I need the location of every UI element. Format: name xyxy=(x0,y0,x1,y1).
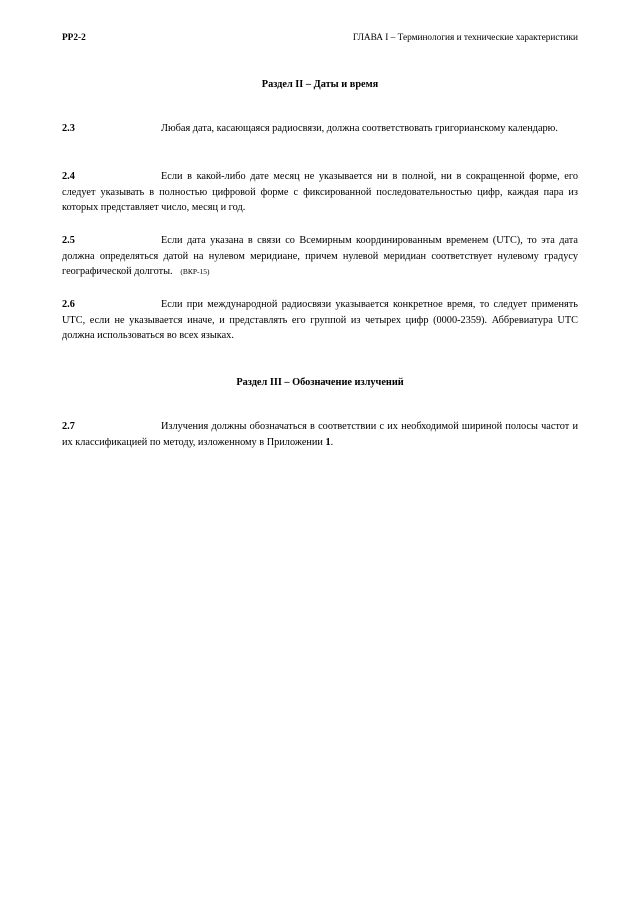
paragraph-number: 2.3 xyxy=(62,123,75,134)
document-code: РР2-2 xyxy=(62,33,86,43)
paragraph-end: . xyxy=(330,436,334,448)
paragraph-text: Излучения должны обозначаться в соответствии с их необходимой шириной полосы частот и их классификацией по методу, изложенному в Приложении xyxy=(62,421,578,448)
paragraph-2-6 xyxy=(62,297,578,344)
chapter-title: ГЛАВА I – Терминология и технические характеристики xyxy=(352,33,578,43)
paragraph-text: Если при международной радиосвязи указывается конкретное время, то следует применять UTC, если не указывается иначе, и представлять его группой из четырех цифр (0000-2359). Аббревиатура UTC должна использоваться во всех языках. xyxy=(62,299,578,341)
section-iii-title: Раздел III – Обозначение излучений xyxy=(236,377,404,388)
section-ii-title: Раздел II – Даты и время xyxy=(261,79,379,90)
paragraph-number: 2.4 xyxy=(62,171,75,182)
paragraph-2-4 xyxy=(62,169,578,216)
paragraph-text: Если в какой-либо дате месяц не указывается ни в полной, ни в сокращенной форме, его следует указывать в полностью цифровой форме с фиксированной последовательностью цифр, каждая пара из которых представляет число, месяц и год. xyxy=(62,171,578,213)
paragraph-2-5 xyxy=(62,233,578,280)
appendix-number: 1 xyxy=(325,436,331,448)
revision-reference: (ВКР-15) xyxy=(180,267,210,276)
paragraph-number: 2.6 xyxy=(62,299,75,310)
paragraph-2-3 xyxy=(62,121,578,137)
paragraph-2-7 xyxy=(62,419,578,450)
paragraph-number: 2.7 xyxy=(62,421,75,432)
paragraph-text: Любая дата, касающаяся радиосвязи, должна соответствовать григорианскому календарю. xyxy=(161,123,558,134)
paragraph-text: Если дата указана в связи со Всемирным координированным временем (UTC), то эта дата должна определяться датой на нулевом меридиане, причем нулевой меридиан соответствует нулевому градусу географической долготы. xyxy=(62,235,578,277)
paragraph-number: 2.5 xyxy=(62,235,75,246)
